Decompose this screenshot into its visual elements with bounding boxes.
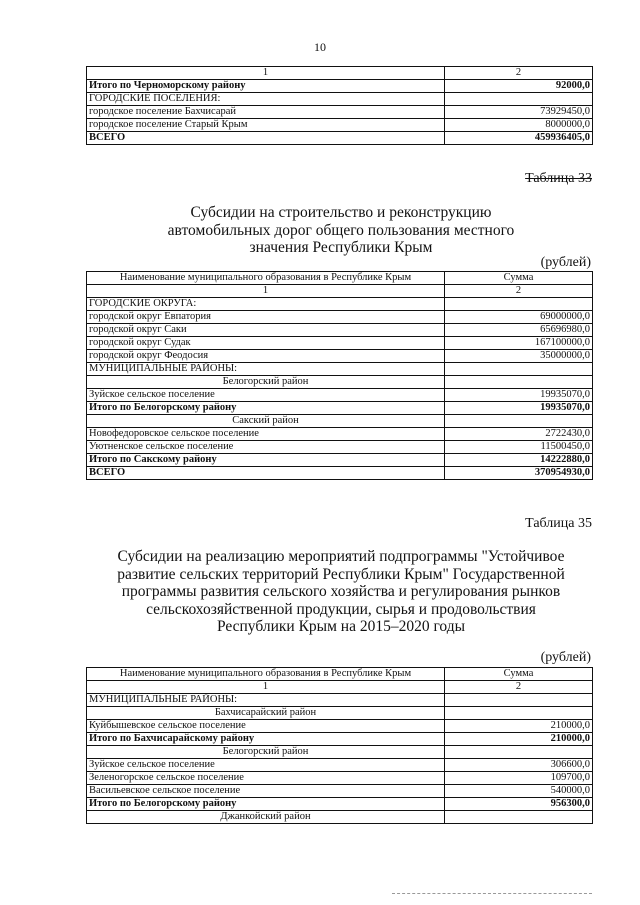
table-cell: 1: [87, 285, 445, 298]
page-number: 10: [314, 40, 326, 54]
table-cell: 210000,0: [445, 733, 593, 746]
header-row: [87, 668, 593, 681]
table-cell: 8000000,0: [445, 119, 593, 132]
table-cell: Васильевское сельское поселение: [87, 785, 445, 798]
table-row: [87, 759, 593, 772]
table-row: [87, 428, 593, 441]
table-33-caption: Таблица 33: [525, 171, 592, 186]
table-cell: [445, 363, 593, 376]
table-row: [87, 311, 593, 324]
table-row: [87, 772, 593, 785]
table-cell: [445, 707, 593, 720]
column-number-row: [87, 285, 593, 298]
table-cell: городское поселение Бахчисарай: [87, 106, 445, 119]
table-cell: Итого по Белогорскому району: [87, 798, 445, 811]
table-cell: [445, 811, 593, 824]
table-cell: Бахчисарайский район: [87, 707, 445, 720]
table-35: [86, 667, 593, 824]
table-cell: 1: [87, 681, 445, 694]
table-cell: 65696980,0: [445, 324, 593, 337]
table-35-title: [96, 548, 586, 636]
table-cell: ВСЕГО: [87, 132, 445, 145]
table-cell: 73929450,0: [445, 106, 593, 119]
table-cell: ВСЕГО: [87, 467, 445, 480]
table-cell: Итого по Белогорскому району: [87, 402, 445, 415]
table-cell: 92000,0: [445, 80, 593, 93]
column-number-row: [87, 67, 593, 80]
table-cell: 956300,0: [445, 798, 593, 811]
table-row: [87, 337, 593, 350]
table-cell: Зуйское сельское поселение: [87, 389, 445, 402]
table-35-unit: (рублей): [540, 650, 591, 665]
table-row: [87, 707, 593, 720]
table-cell: Куйбышевское сельское поселение: [87, 720, 445, 733]
table-cell: городской округ Феодосия: [87, 350, 445, 363]
table-cell: 210000,0: [445, 720, 593, 733]
table-row: [87, 119, 593, 132]
table-row: [87, 106, 593, 119]
table-row: [87, 454, 593, 467]
table-row: [87, 746, 593, 759]
table-row: [87, 80, 593, 93]
table-cell: Сумма: [445, 668, 593, 681]
table-row: [87, 132, 593, 145]
column-number-row: [87, 681, 593, 694]
table-cell: 11500450,0: [445, 441, 593, 454]
table-cell: городское поселение Старый Крым: [87, 119, 445, 132]
table-cell: МУНИЦИПАЛЬНЫЕ РАЙОНЫ:: [87, 694, 445, 707]
table-cell: Джанкойский район: [87, 811, 445, 824]
title-line: программы развития сельского хозяйства и регулирования рынков: [121, 583, 561, 600]
table-row: [87, 324, 593, 337]
table-row: [87, 298, 593, 311]
table-cell: Наименование муниципального образования в Республике Крым: [87, 668, 445, 681]
table-cell: 459936405,0: [445, 132, 593, 145]
table-cell: 19935070,0: [445, 402, 593, 415]
table-cell: 2: [445, 681, 593, 694]
table-cell: Итого по Черноморскому району: [87, 80, 445, 93]
table-row: [87, 720, 593, 733]
table-cell: Итого по Бахчисарайскому району: [87, 733, 445, 746]
table-cell: Наименование муниципального образования в Республике Крым: [87, 272, 445, 285]
table-cell: Сумма: [445, 272, 593, 285]
table-cell: городской округ Саки: [87, 324, 445, 337]
table-row: [87, 811, 593, 824]
table-cell: 35000000,0: [445, 350, 593, 363]
table-cell: Новофедоровское сельское поселение: [87, 428, 445, 441]
header-row: [87, 272, 593, 285]
table-cell: [445, 415, 593, 428]
title-line: Республики Крым на 2015–2020 годы: [216, 618, 466, 635]
table-cell: 2: [445, 285, 593, 298]
table-row: [87, 733, 593, 746]
table-cell: 306600,0: [445, 759, 593, 772]
table-cell: [445, 376, 593, 389]
title-line: Субсидии на реализацию мероприятий подпрограммы "Устойчивое: [117, 548, 565, 565]
table-cell: Зеленогорское сельское поселение: [87, 772, 445, 785]
table-33-title: [96, 204, 586, 257]
table-row: [87, 694, 593, 707]
table-cell: 19935070,0: [445, 389, 593, 402]
table-cell: 2722430,0: [445, 428, 593, 441]
table-cell: Итого по Сакскому району: [87, 454, 445, 467]
table-cell: Уютненское сельское поселение: [87, 441, 445, 454]
table-cell: МУНИЦИПАЛЬНЫЕ РАЙОНЫ:: [87, 363, 445, 376]
table-cell: городской округ Судак: [87, 337, 445, 350]
footer-divider: [392, 893, 592, 894]
table-cell: Белогорский район: [87, 746, 445, 759]
table-cell: 14222880,0: [445, 454, 593, 467]
table-row: [87, 376, 593, 389]
table-cell: городской округ Евпатория: [87, 311, 445, 324]
table-row: [87, 441, 593, 454]
table-row: [87, 389, 593, 402]
table-cell: 540000,0: [445, 785, 593, 798]
title-line: Субсидии на строительство и реконструкцию: [190, 204, 492, 221]
table-cell: [445, 746, 593, 759]
table-cell: ГОРОДСКИЕ ПОСЕЛЕНИЯ:: [87, 93, 445, 106]
table-row: [87, 93, 593, 106]
table-row: [87, 402, 593, 415]
table-cell: 109700,0: [445, 772, 593, 785]
table-row: [87, 467, 593, 480]
table-cell: Белогорский район: [87, 376, 445, 389]
table-cell: ГОРОДСКИЕ ОКРУГА:: [87, 298, 445, 311]
table-33-unit: (рублей): [540, 255, 591, 270]
title-line: значения Республики Крым: [249, 239, 433, 256]
table-cell: [445, 298, 593, 311]
continuation-table: [86, 66, 593, 145]
table-cell: 370954930,0: [445, 467, 593, 480]
table-cell: 69000000,0: [445, 311, 593, 324]
table-row: [87, 363, 593, 376]
table-row: [87, 415, 593, 428]
table-cell: 1: [87, 67, 445, 80]
table-35-caption: Таблица 35: [525, 516, 592, 531]
title-line: автомобильных дорог общего пользования местного: [167, 221, 515, 239]
table-row: [87, 350, 593, 363]
table-cell: [445, 93, 593, 106]
table-33: [86, 271, 593, 480]
table-cell: 167100000,0: [445, 337, 593, 350]
title-line: сельскохозяйственной продукции, сырья и продовольствия: [146, 600, 536, 618]
table-row: [87, 785, 593, 798]
table-cell: [445, 694, 593, 707]
table-cell: Сакский район: [87, 415, 445, 428]
table-row: [87, 798, 593, 811]
title-line: развитие сельских территорий Республики Крым" Государственной: [117, 565, 565, 583]
table-cell: 2: [445, 67, 593, 80]
table-cell: Зуйское сельское поселение: [87, 759, 445, 772]
